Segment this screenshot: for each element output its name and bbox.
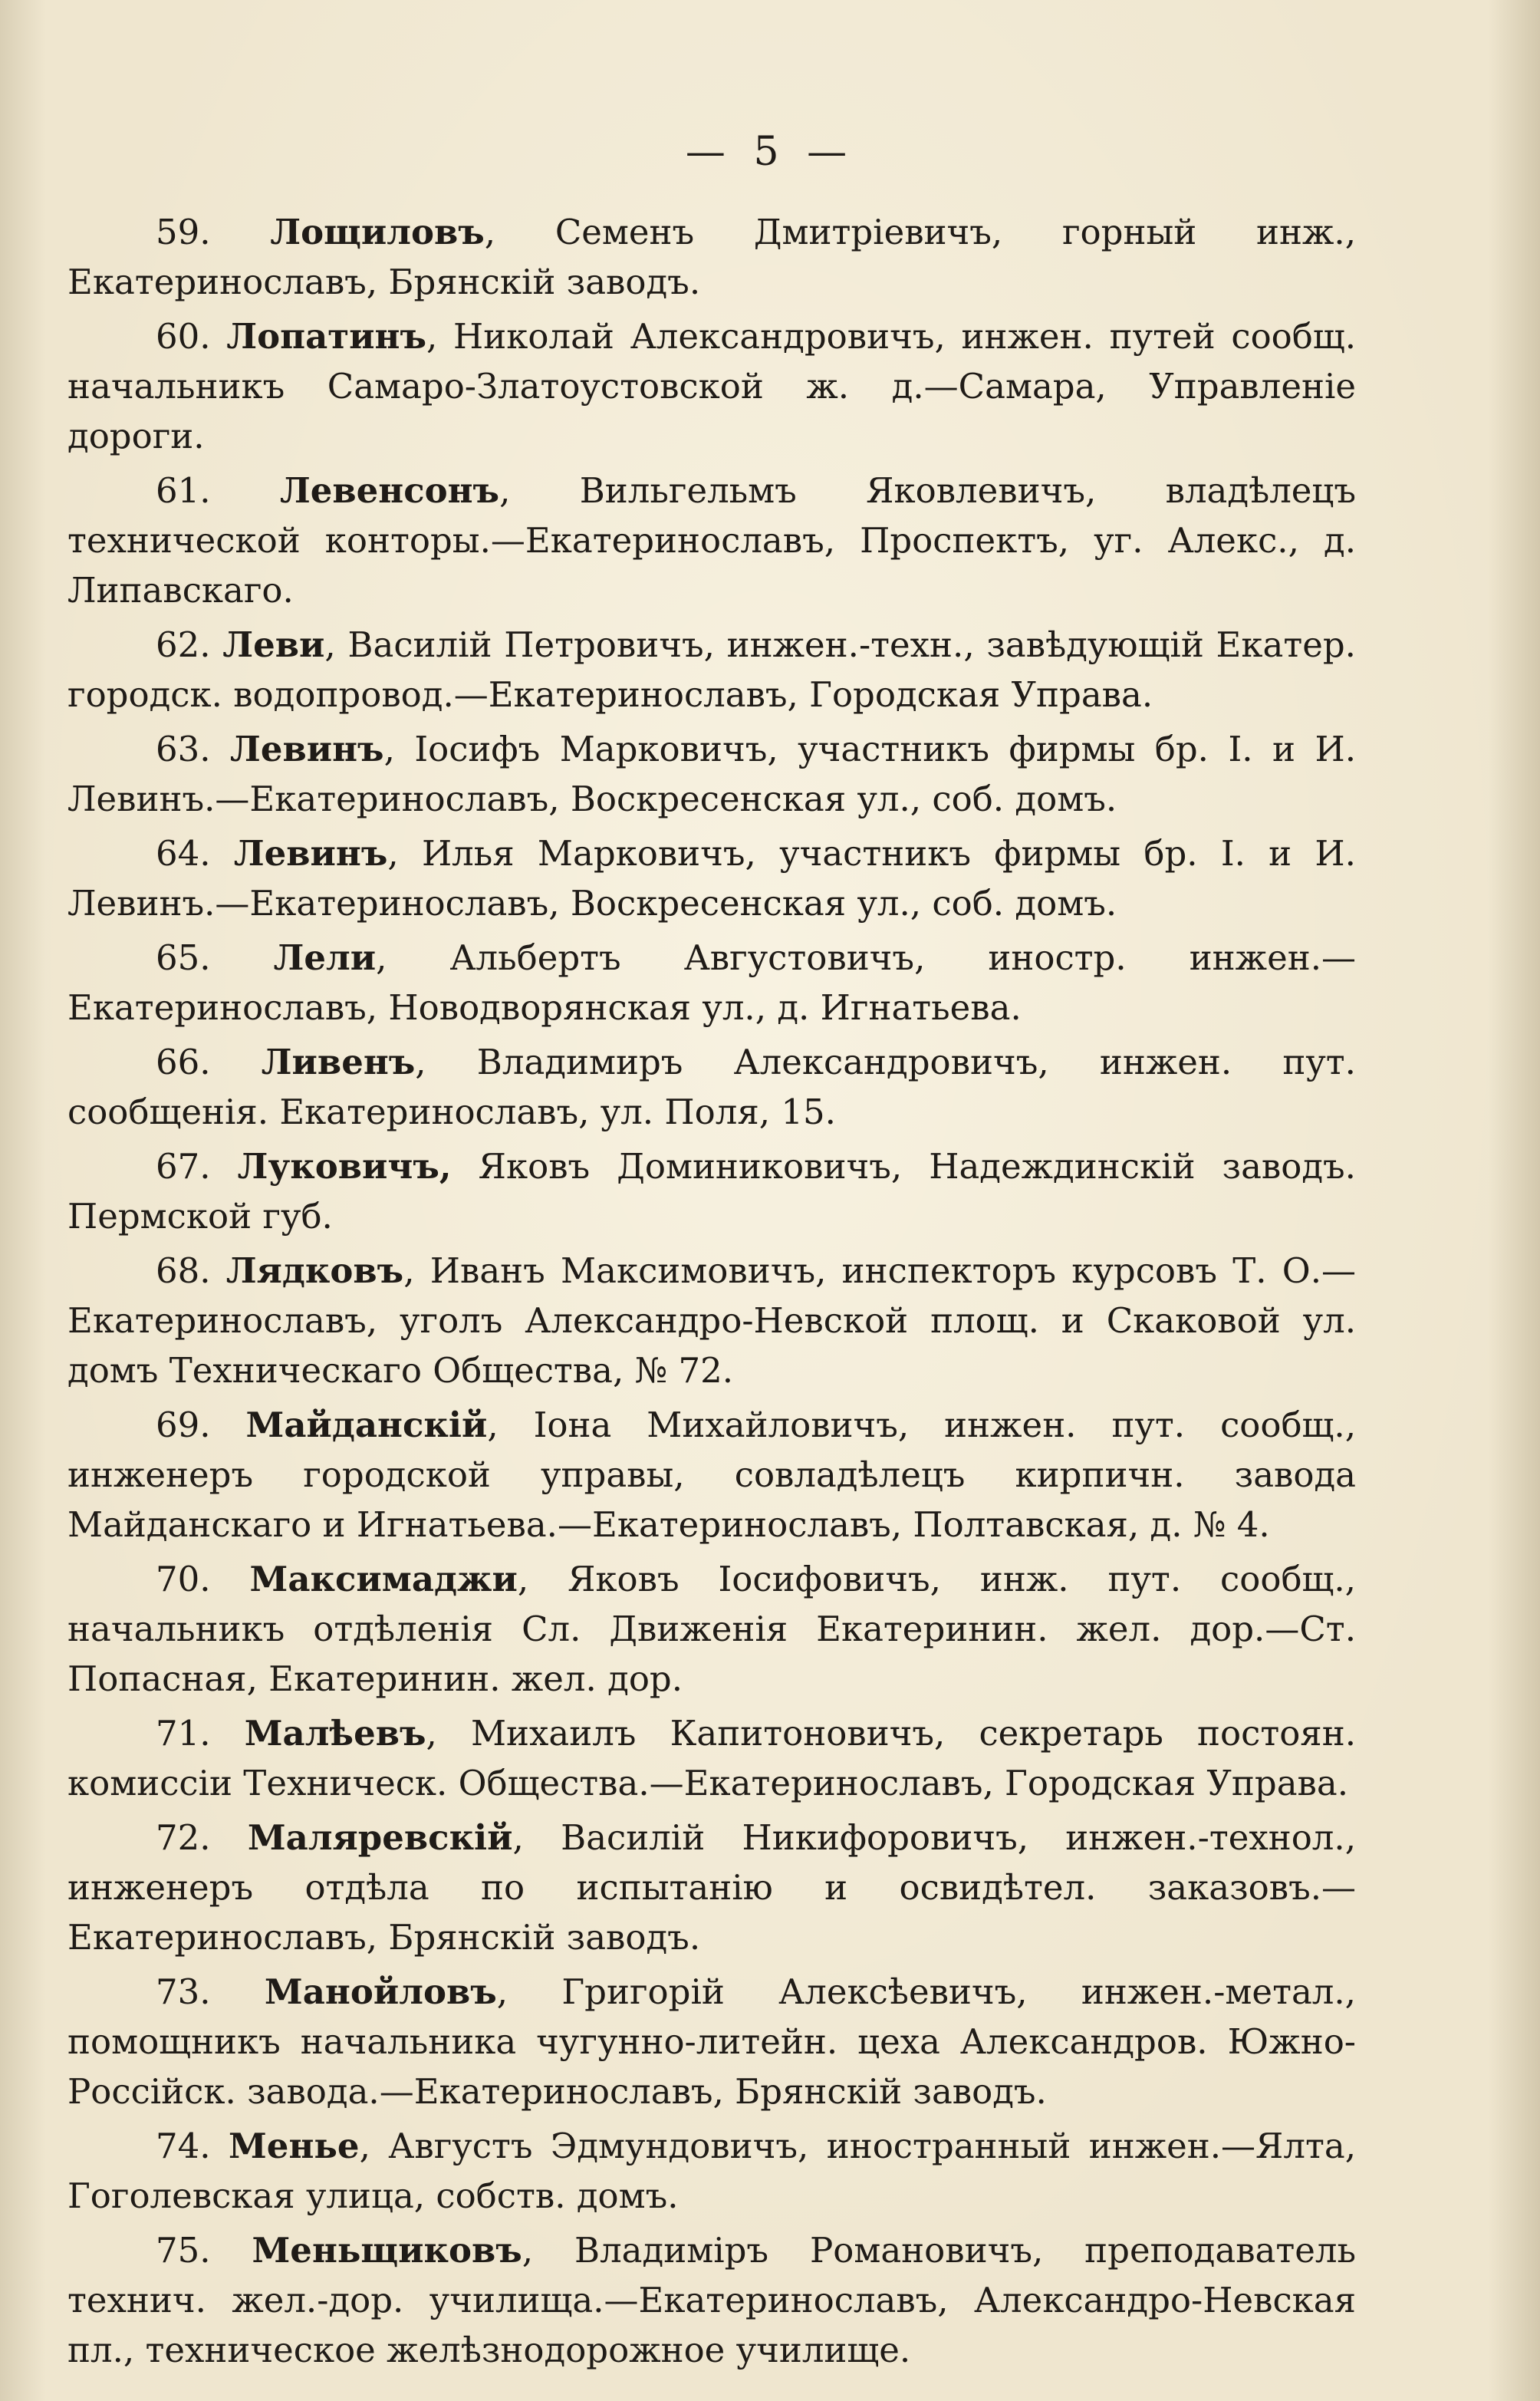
entry-64 — [67, 828, 1356, 928]
entry-75 — [67, 2225, 1356, 2375]
entry-surname: Манойловъ — [264, 1971, 497, 2012]
entry-68 — [67, 1246, 1356, 1395]
entry-number: 74. — [156, 2126, 211, 2166]
entry-surname: Левинъ — [233, 833, 388, 874]
entry-details: , Семенъ Дмитріевичъ, горный инж., Екатеринославъ, Брянскій заводъ. — [67, 212, 1356, 302]
entry-69 — [67, 1400, 1356, 1550]
entry-number: 68. — [156, 1250, 211, 1291]
entry-72 — [67, 1813, 1356, 1962]
entry-number: 64. — [156, 833, 211, 874]
entry-details: , Григорій Алексѣевичъ, инжен.-метал., помощникъ начальника чугунно-литейн. цеха Александров. Южно-Россійск. завода.—Екатеринославъ, Брянскій заводъ. — [67, 1971, 1356, 2112]
entry-number: 73. — [156, 1971, 211, 2012]
entry-details: , Яковъ Іосифовичъ, инж. пут. сообщ., начальникъ отдѣленія Сл. Движенія Екатеринин. жел. дор.—Ст. Попасная, Екатеринин. жел. дор. — [67, 1559, 1356, 1699]
entry-surname: Лели — [273, 937, 377, 978]
entry-details: , Михаилъ Капитоновичъ, секретарь постоян. комиссіи Техническ. Общества.—Екатеринославъ, Городская Управа. — [67, 1713, 1356, 1803]
entry-number: 66. — [156, 1042, 211, 1082]
entry-66 — [67, 1037, 1356, 1137]
entry-62 — [67, 620, 1356, 720]
entry-59 — [67, 207, 1356, 307]
entry-63 — [67, 724, 1356, 824]
directory-entries — [67, 207, 1356, 2380]
entry-number: 71. — [156, 1713, 211, 1754]
entry-details: , Альбертъ Августовичъ, иностр. инжен.—Екатеринославъ, Новодворянская ул., д. Игнатьева. — [67, 937, 1356, 1028]
entry-details: , Василій Петровичъ, инжен.-техн., завѣдующій Екатер. городск. водопровод.—Екатеринославъ, Городская Управа. — [67, 624, 1356, 715]
entry-number: 60. — [156, 316, 211, 357]
page-number: — 5 — — [685, 129, 855, 175]
entry-surname: Лядковъ — [225, 1250, 404, 1291]
entry-surname: Лощиловъ — [270, 212, 485, 252]
entry-surname: Майданскій — [245, 1405, 488, 1445]
entry-surname: Лопатинъ — [226, 316, 426, 357]
entry-surname: Маляревскій — [247, 1817, 513, 1858]
entry-details: , Илья Марковичъ, участникъ фирмы бр. І. и И. Левинъ.—Екатеринославъ, Воскресенская ул., соб. домъ. — [67, 833, 1356, 924]
entry-number: 65. — [156, 937, 211, 978]
entry-surname: Левенсонъ — [279, 470, 500, 511]
entry-70 — [67, 1554, 1356, 1704]
entry-number: 61. — [156, 470, 211, 511]
entry-number: 59. — [156, 212, 211, 252]
entry-number: 62. — [156, 624, 211, 665]
entry-74 — [67, 2121, 1356, 2221]
entry-60 — [67, 311, 1356, 461]
entry-73 — [67, 1967, 1356, 2116]
entry-details: , Іосифъ Марковичъ, участникъ фирмы бр. І. и И. Левинъ.—Екатеринославъ, Воскресенская ул., соб. домъ. — [67, 729, 1356, 819]
entry-details: Яковъ Доминиковичъ, Надеждинскій заводъ. Пермской губ. — [67, 1146, 1356, 1237]
entry-surname: Меньщиковъ — [252, 2230, 522, 2271]
entry-number: 69. — [156, 1405, 211, 1445]
entry-surname: Луковичъ, — [237, 1146, 452, 1187]
entry-surname: Максимаджи — [249, 1559, 518, 1599]
entry-details: , Василій Никифоровичъ, инжен.-технол., инженеръ отдѣла по испытанію и освидѣтел. заказовъ.—Екатеринославъ, Брянскій заводъ. — [67, 1817, 1356, 1958]
entry-number: 63. — [156, 729, 211, 769]
entry-61 — [67, 466, 1356, 615]
entry-details: , Іона Михайловичъ, инжен. пут. сообщ., инженеръ городской управы, совладѣлецъ кирпичн. завода Майданскаго и Игнатьева.—Екатеринославъ, Полтавская, д. № 4. — [67, 1405, 1356, 1545]
entry-71 — [67, 1708, 1356, 1808]
entry-surname: Леви — [222, 624, 325, 665]
entry-details: , Николай Александровичъ, инжен. путей сообщ. начальникъ Самаро-Златоустовской ж. д.—Самара, Управленіе дороги. — [67, 316, 1356, 456]
entry-details: , Владиміръ Романовичъ, преподаватель технич. жел.-дор. училища.—Екатеринославъ, Александро-Невская пл., техническое желѣзнодорожное училище. — [67, 2230, 1356, 2370]
entry-number: 72. — [156, 1817, 211, 1858]
entry-details: , Владимиръ Александровичъ, инжен. пут. сообщенія. Екатеринославъ, ул. Поля, 15. — [67, 1042, 1356, 1132]
entry-67 — [67, 1141, 1356, 1241]
entry-details: , Иванъ Максимовичъ, инспекторъ курсовъ Т. О.—Екатеринославъ, уголъ Александро-Невской площ. и Скаковой ул. домъ Техническаго Общества, № 72. — [67, 1250, 1356, 1391]
entry-surname: Левинъ — [230, 729, 384, 769]
entry-surname: Малѣевъ — [244, 1713, 426, 1754]
entry-surname: Менье — [229, 2126, 360, 2166]
entry-65 — [67, 933, 1356, 1033]
entry-surname: Ливенъ — [261, 1042, 416, 1082]
entry-number: 70. — [156, 1559, 211, 1599]
entry-number: 67. — [156, 1146, 211, 1187]
entry-details: , Августъ Эдмундовичъ, иностранный инжен.—Ялта, Гоголевская улица, собств. домъ. — [67, 2126, 1356, 2216]
entry-number: 75. — [156, 2230, 211, 2271]
entry-details: , Вильгельмъ Яковлевичъ, владѣлецъ технической конторы.—Екатеринославъ, Проспектъ, уг. Алекс., д. Липавскаго. — [67, 470, 1357, 611]
